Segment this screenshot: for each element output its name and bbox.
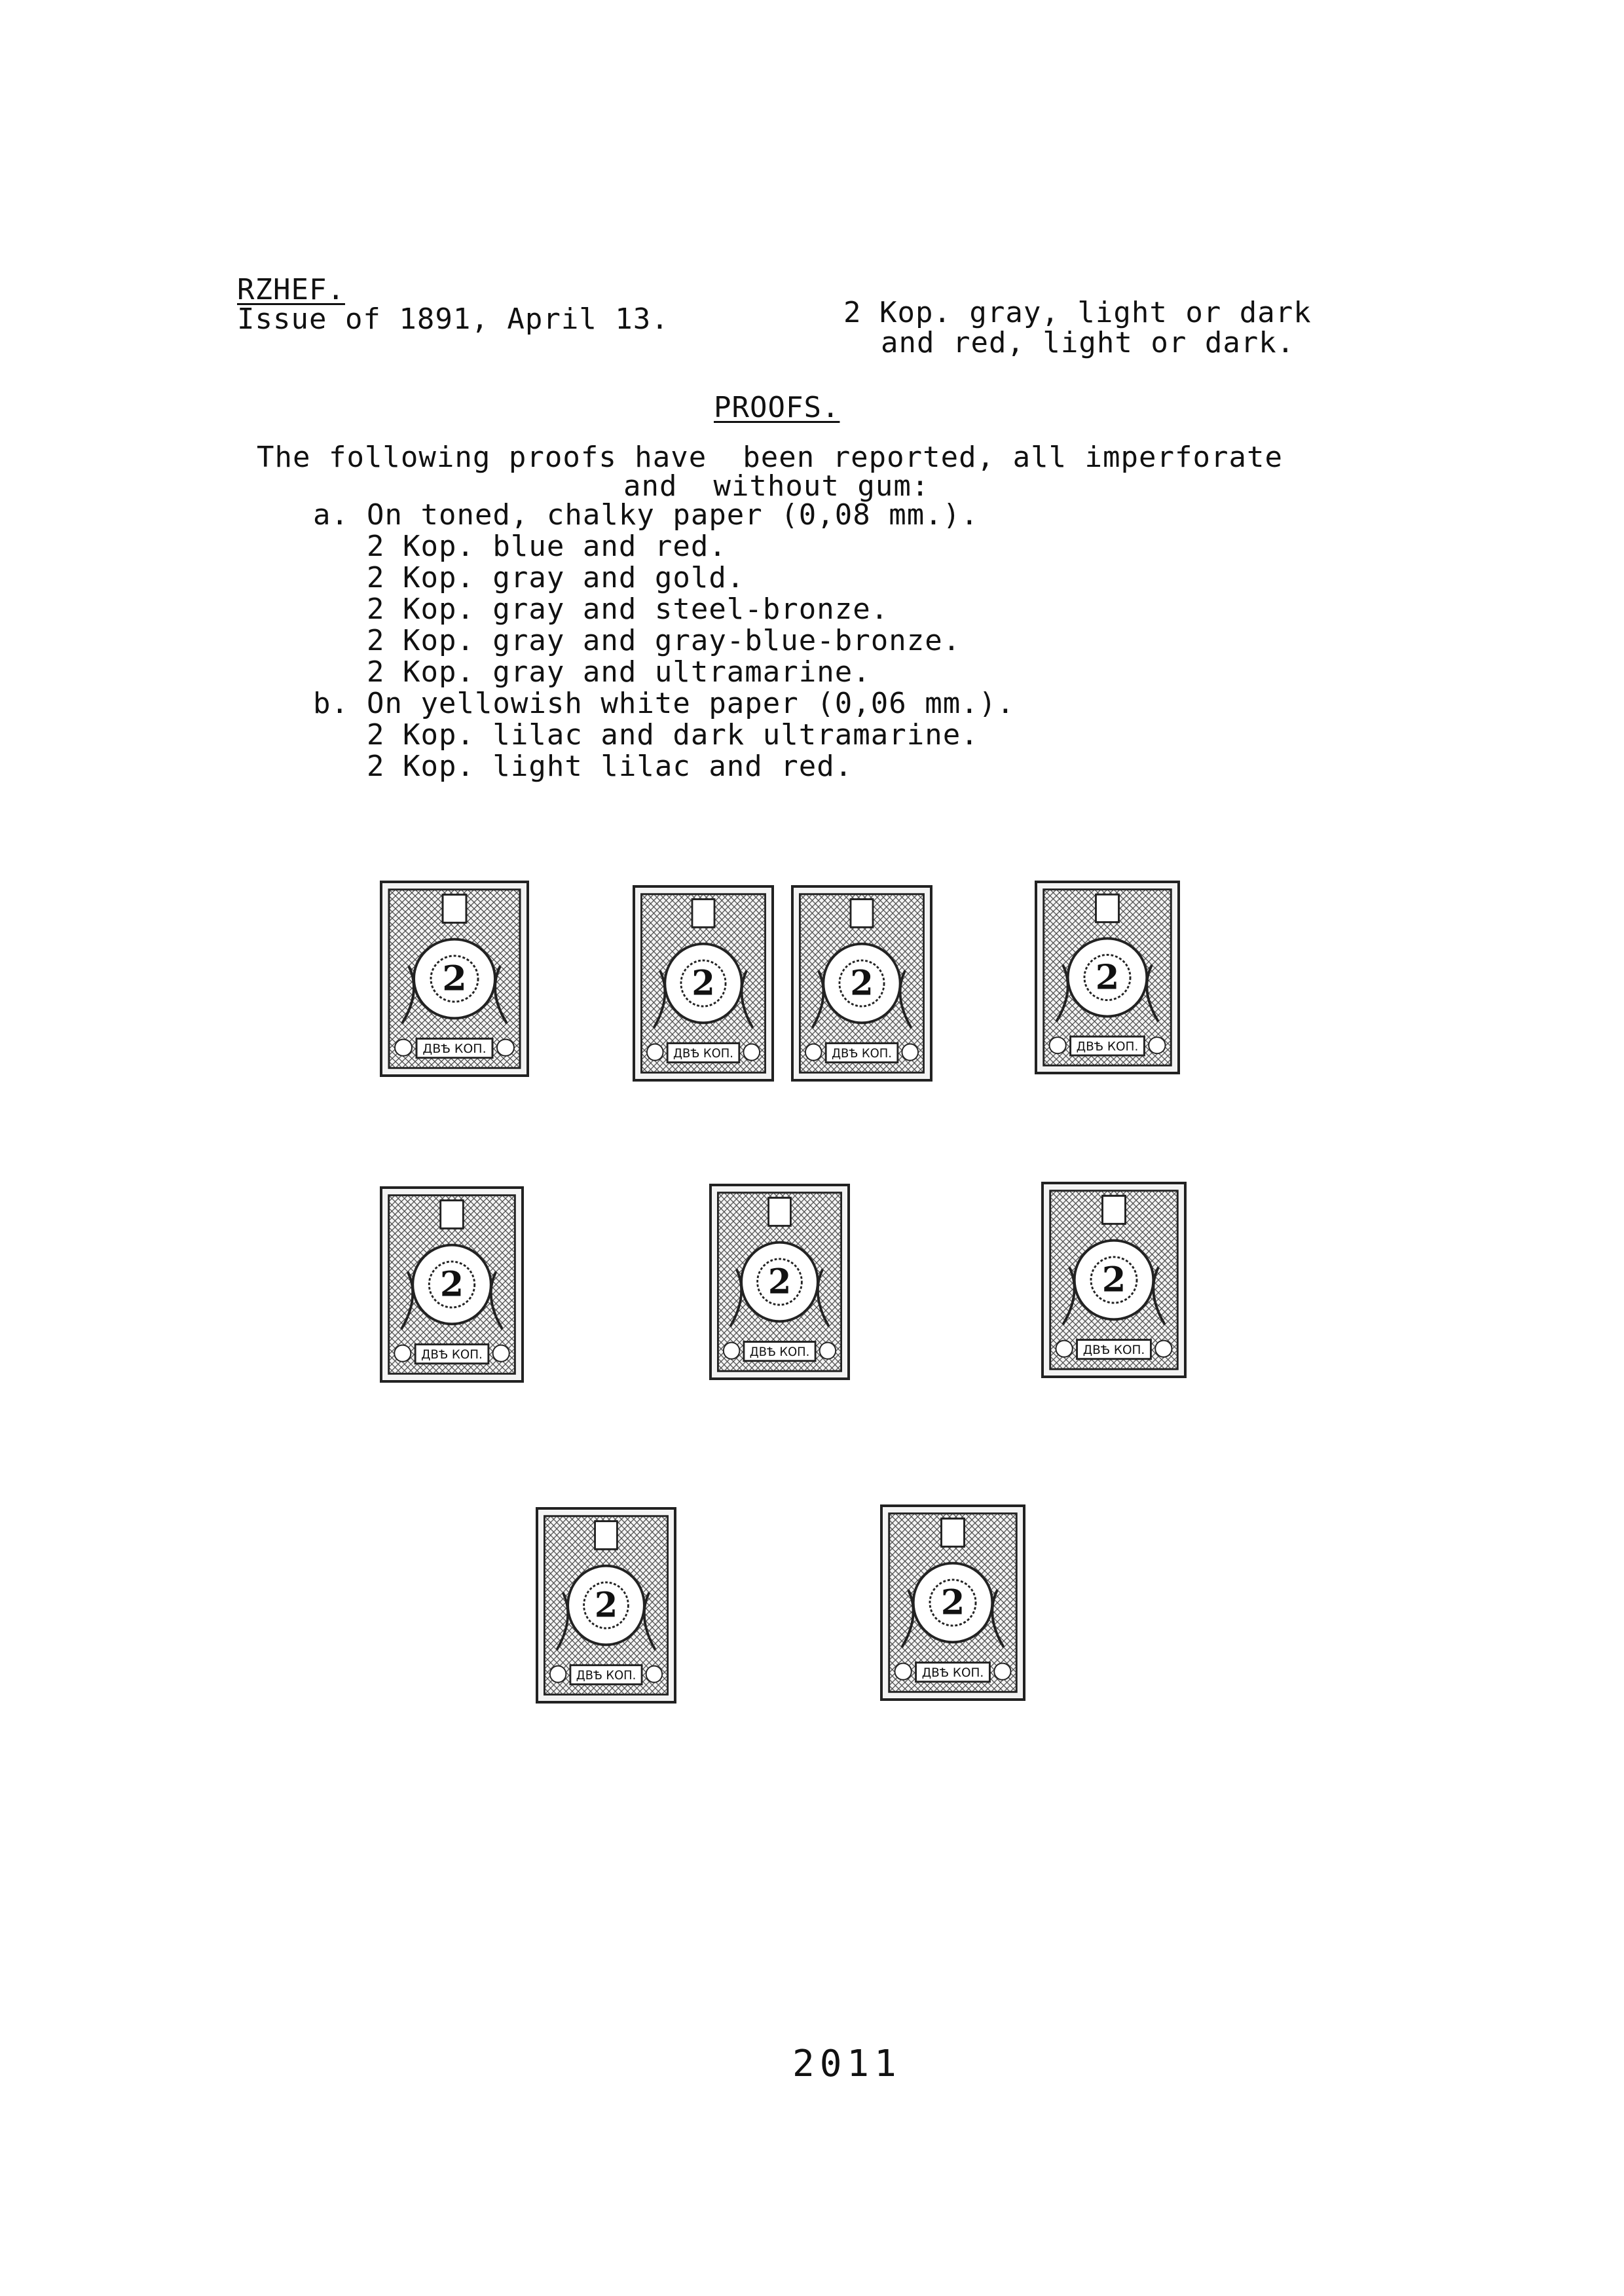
stamp-caption: ДВѢ КОП. — [832, 1046, 892, 1061]
stamp-caption: ДВѢ КОП. — [921, 1666, 984, 1680]
stamp-caption: ДВѢ КОП. — [576, 1668, 637, 1683]
stamp-value: 2 — [850, 962, 874, 1004]
stamp-caption: ДВѢ КОП. — [1076, 1040, 1139, 1054]
stamp-image — [709, 1184, 850, 1380]
stamp-drawing — [712, 1186, 847, 1377]
list-item: 2 Kop. gray and steel-bronze. — [367, 592, 889, 626]
intro-line1: The following proofs have been reported, all imperforate — [257, 441, 1283, 474]
stamp-image — [1035, 881, 1180, 1074]
intro-line2: and without gum: — [623, 469, 930, 503]
list-item: 2 Kop. lilac and dark ultramarine. — [367, 718, 979, 752]
stamp-value: 2 — [439, 1264, 464, 1305]
stamp-value: 2 — [594, 1584, 618, 1626]
stamp-caption: ДВѢ КОП. — [749, 1345, 810, 1359]
stamp-caption: ДВѢ КОП. — [421, 1347, 483, 1362]
stamp-drawing — [1037, 883, 1177, 1072]
stamp-image — [380, 881, 529, 1077]
stamp-drawing — [635, 888, 771, 1079]
list-item: 2 Kop. blue and red. — [367, 530, 727, 563]
stamp-image — [1041, 1182, 1187, 1378]
issue-date: Issue of 1891, April 13. — [237, 302, 669, 336]
stamp-value: 2 — [1101, 1260, 1126, 1300]
group-paper: On toned, chalky paper (0,08 mm.). — [367, 498, 979, 532]
stamp-value: 2 — [1095, 957, 1120, 998]
stamp-image — [791, 885, 932, 1082]
section-heading: PROOFS. — [714, 391, 840, 424]
page-number: 2011 — [792, 2043, 902, 2085]
stamp-caption: ДВѢ КОП. — [422, 1042, 487, 1056]
stamp-image — [880, 1504, 1025, 1701]
stamp-image — [536, 1507, 676, 1704]
stamp-drawing — [883, 1507, 1023, 1698]
group-marker: a. — [313, 498, 349, 532]
issue-description-line2: and red, light or dark. — [881, 326, 1295, 359]
stamp-caption: ДВѢ КОП. — [1082, 1343, 1145, 1357]
stamp-drawing — [1044, 1184, 1184, 1376]
stamp-caption: ДВѢ КОП. — [673, 1046, 733, 1061]
stamp-image — [380, 1186, 524, 1383]
document-title: RZHEF. — [237, 273, 345, 306]
stamp-drawing — [794, 888, 930, 1079]
group-paper: On yellowish white paper (0,06 mm.). — [367, 687, 1015, 720]
group-marker: b. — [313, 687, 349, 720]
stamp-value: 2 — [940, 1582, 965, 1623]
group-b-heading — [313, 687, 1015, 720]
stamp-value: 2 — [692, 962, 715, 1004]
list-item: 2 Kop. gray and gold. — [367, 561, 745, 594]
stamp-drawing — [382, 883, 526, 1074]
list-item: 2 Kop. light lilac and red. — [367, 750, 853, 783]
stamp-value: 2 — [442, 958, 467, 999]
stamp-value: 2 — [767, 1261, 792, 1302]
stamp-image — [633, 885, 774, 1082]
group-a-heading — [313, 498, 979, 532]
list-item: 2 Kop. gray and gray-blue-bronze. — [367, 624, 961, 657]
list-item: 2 Kop. gray and ultramarine. — [367, 655, 871, 689]
issue-description-line1: 2 Kop. gray, light or dark — [843, 296, 1312, 329]
stamp-drawing — [538, 1510, 674, 1701]
stamp-drawing — [382, 1189, 521, 1380]
proof-list — [313, 498, 1015, 783]
